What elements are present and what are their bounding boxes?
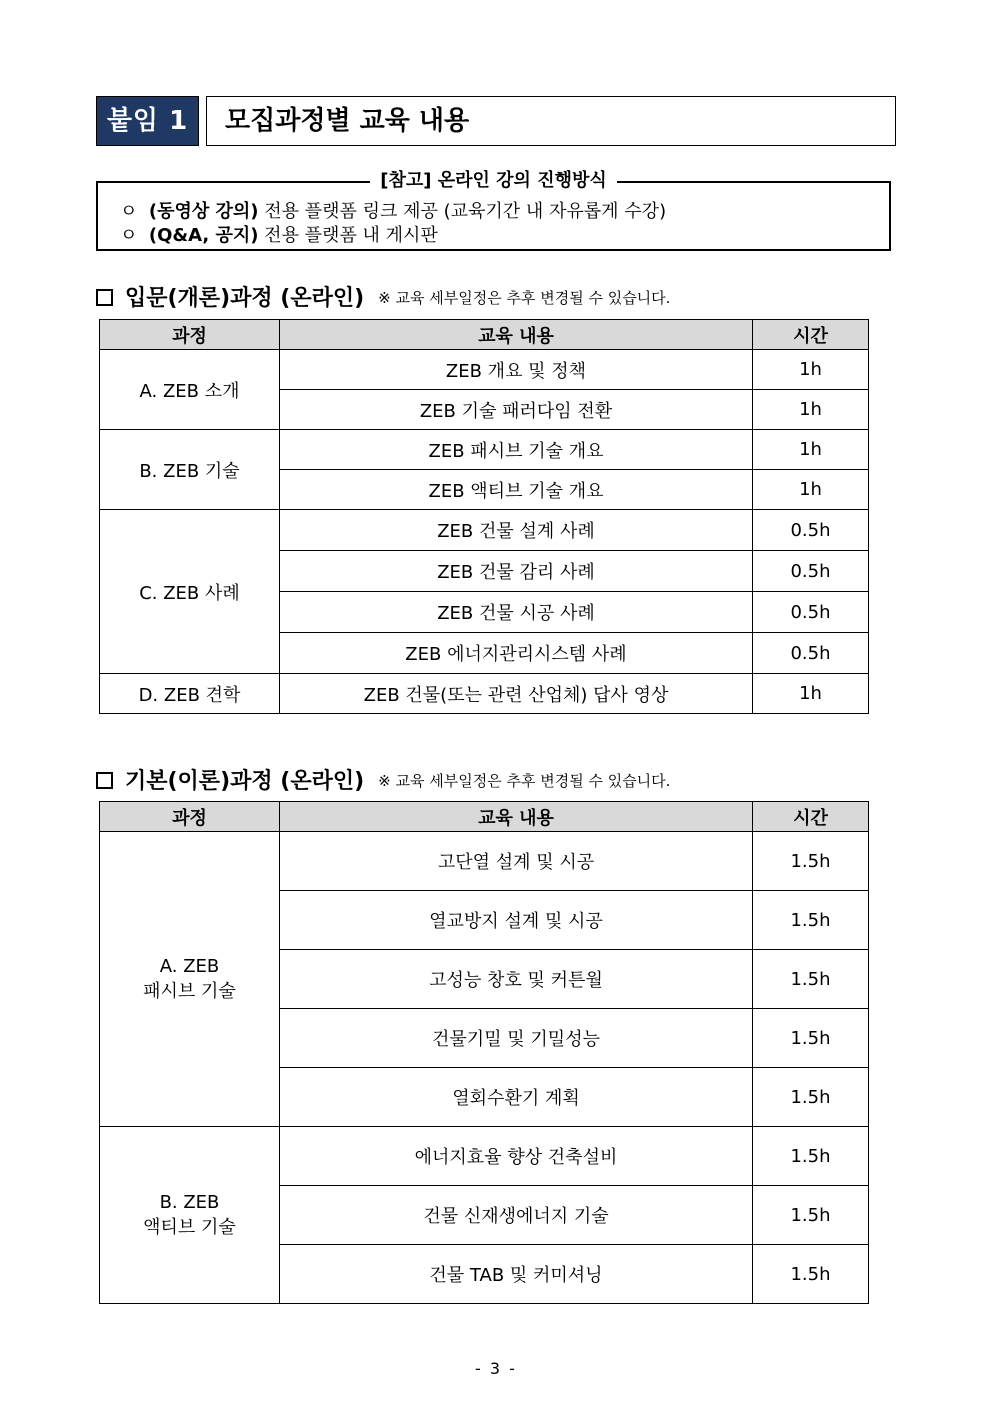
table-row: A. ZEB 소개 ZEB 개요 및 정책 1h: [100, 350, 869, 390]
reference-box: [96, 170, 891, 251]
reference-item: ㅇ (동영상 강의) 전용 플랫폼 링크 제공 (교육기간 내 자유롭게 수강): [120, 201, 667, 222]
table-row: D. ZEB 견학 ZEB 건물(또는 관련 산업체) 답사 영상 1h: [100, 674, 869, 714]
table-row: ZEB 건물 감리 사례 0.5h: [100, 551, 869, 592]
checkbox-square-icon: [96, 772, 113, 789]
course-cell: A. ZEB 소개: [100, 350, 280, 430]
course-cell: B. ZEB 기술: [100, 430, 280, 510]
table-row: B. ZEB 기술 ZEB 패시브 기술 개요 1h: [100, 430, 869, 470]
course-cell: A. ZEB 패시브 기술: [100, 832, 280, 1127]
table-row: 건물 TAB 및 커미셔닝 1.5h: [100, 1245, 869, 1304]
table-header-row: 과정 교육 내용 시간: [100, 802, 869, 832]
schedule-note: ※ 교육 세부일정은 추후 변경될 수 있습니다.: [378, 772, 671, 790]
section-title-intro: 입문(개론)과정 (온라인) ※ 교육 세부일정은 추후 변경될 수 있습니다.: [96, 283, 670, 314]
table-row: ZEB 액티브 기술 개요 1h: [100, 470, 869, 510]
schedule-note: ※ 교육 세부일정은 추후 변경될 수 있습니다.: [378, 289, 671, 307]
reference-title: [참고] 온라인 강의 진행방식: [98, 169, 889, 193]
page-title: 모집과정별 교육 내용: [206, 96, 896, 146]
course-cell: C. ZEB 사례: [100, 510, 280, 674]
course-cell: D. ZEB 견학: [100, 674, 280, 714]
table-row: ZEB 건물 시공 사례 0.5h: [100, 592, 869, 633]
table-row: 고성능 창호 및 커튼월 1.5h: [100, 950, 869, 1009]
intro-course-table: [99, 319, 869, 714]
table-row: 건물기밀 및 기밀성능 1.5h: [100, 1009, 869, 1068]
table-row: 건물 신재생에너지 기술 1.5h: [100, 1186, 869, 1245]
table-row: ZEB 기술 패러다임 전환 1h: [100, 390, 869, 430]
table-row: 열교방지 설계 및 시공 1.5h: [100, 891, 869, 950]
table-row: A. ZEB 패시브 기술 고단열 설계 및 시공 1.5h: [100, 832, 869, 891]
basic-course-table: [99, 801, 869, 1304]
table-row: ZEB 에너지관리시스템 사례 0.5h: [100, 633, 869, 674]
table-row: 열회수환기 계획 1.5h: [100, 1068, 869, 1127]
course-cell: B. ZEB 액티브 기술: [100, 1127, 280, 1304]
page-header: [96, 96, 896, 146]
checkbox-square-icon: [96, 289, 113, 306]
table-row: C. ZEB 사례 ZEB 건물 설계 사례 0.5h: [100, 510, 869, 551]
section-title-basic: 기본(이론)과정 (온라인) ※ 교육 세부일정은 추후 변경될 수 있습니다.: [96, 766, 670, 797]
table-header-row: 과정 교육 내용 시간: [100, 320, 869, 350]
reference-item: ㅇ (Q&A, 공지) 전용 플랫폼 내 게시판: [120, 225, 438, 246]
page-number: - 3 -: [475, 1359, 517, 1378]
attachment-tag: 붙임 1: [96, 96, 199, 146]
table-row: B. ZEB 액티브 기술 에너지효율 향상 건축설비 1.5h: [100, 1127, 869, 1186]
